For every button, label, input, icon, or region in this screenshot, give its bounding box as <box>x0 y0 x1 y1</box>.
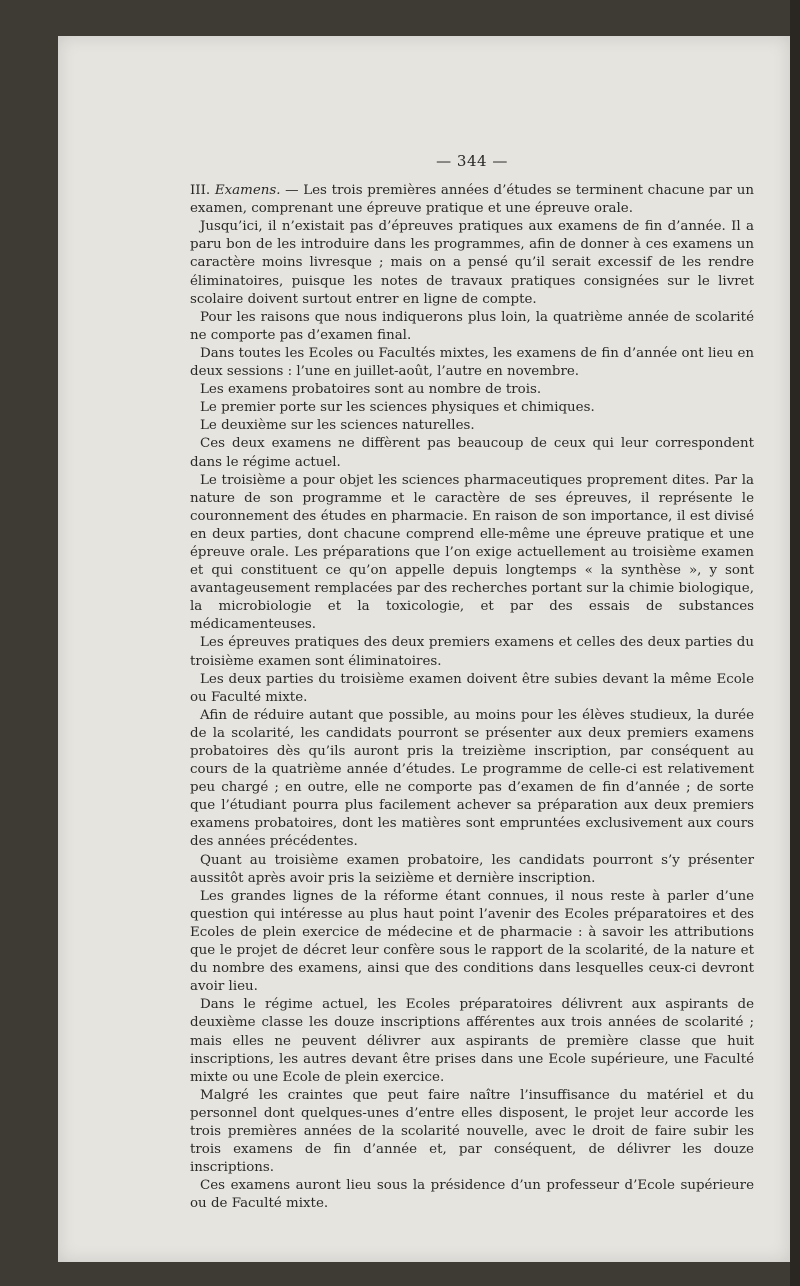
page-number: — 344 — <box>436 152 508 170</box>
paragraph: Ces examens auront lieu sous la présidence d’un professeur d’Ecole supérieure ou de Faculté mixte. <box>190 1178 754 1212</box>
section-title: Examens. <box>214 183 281 199</box>
paragraph: Afin de réduire autant que possible, au moins pour les élèves studieux, la durée de la scolarité, les candidats pourront se présenter aux deux premiers examens probatoires dès qu’ils auront pris la treizième inscription, par conséquent au cours de la quatrième année d’études. Le programme de celle-ci est relativement peu chargé ; en outre, elle ne comporte pas d’examen de fin d’année ; de sorte que l’étudiant pourra plus facilement achever sa préparation aux deux premiers examens probatoires, dont les matières sont empruntées exclusivement aux cours des années précédentes. <box>190 707 754 850</box>
paragraph: Le premier porte sur les sciences physiques et chimiques. <box>200 400 595 416</box>
paragraph: Pour les raisons que nous indiquerons plus loin, la quatrième année de scolarité ne comporte pas d’examen final. <box>190 309 754 343</box>
paragraph: Dans le régime actuel, les Ecoles préparatoires délivrent aux aspirants de deuxième classe les douze inscriptions afférentes aux trois années de scolarité ; mais elles ne peuvent délivrer aux aspirants de première classe que huit inscriptions, les autres devant être prises dans une Ecole supérieure, une Faculté mixte ou une Ecole de plein exercice. <box>190 997 754 1085</box>
page-content <box>190 152 754 1213</box>
section-paragraph <box>190 182 754 218</box>
paragraph: Le troisième a pour objet les sciences pharmaceutiques proprement dites. Par la nature de son programme et le caractère de ses épreuves, il représente le couronnement des études en pharmacie. En raison de son importance, il est divisé en deux parties, dont chacune comprend elle-même une épreuve pratique et une épreuve orale. Les préparations que l’on exige actuellement au troisième examen et qui constituent ce qu’on appelle depuis longtemps « la synthèse », y sont avantageusement remplacées par des recherches portant sur la chimie biologique, la microbiologie et la toxicologie, et par des essais de substances médicamenteuses. <box>190 472 754 633</box>
section-number: III. <box>190 183 211 199</box>
paragraph: Les examens probatoires sont au nombre de trois. <box>200 382 542 398</box>
paragraph: Les épreuves pratiques des deux premiers examens et celles des deux parties du troisième examen sont éliminatoires. <box>190 635 754 669</box>
paragraph: Dans toutes les Ecoles ou Facultés mixtes, les examens de fin d’année ont lieu en deux sessions : l’une en juillet-août, l’autre en novembre. <box>190 345 754 380</box>
paragraph: Jusqu’ici, il n’existait pas d’épreuves pratiques aux examens de fin d’année. Il a paru bon de les introduire dans les programmes, afin de donner à ces examens un caractère moins livresque ; mais on a pensé qu’il serait excessif de les rendre éliminatoires, puisque les notes de travaux pratiques consignées sur le livret scolaire doivent surtout entrer en ligne de compte. <box>190 219 754 307</box>
paragraph: Quant au troisième examen probatoire, les candidats pourront s’y présenter aussitôt après avoir pris la seizième et dernière inscription. <box>190 852 754 886</box>
paragraph: Le deuxième sur les sciences naturelles. <box>200 418 475 434</box>
book-binding <box>790 0 800 1286</box>
paragraph: Malgré les craintes que peut faire naître l’insuffisance du matériel et du personnel dont quelques-unes d’entre elles disposent, le projet leur accorde les trois premières années de la scolarité nouvelle, avec le droit de faire subir les trois examens de fin d’année et, par conséquent, de délivrer les douze inscriptions. <box>190 1087 754 1176</box>
paragraph: Les grandes lignes de la réforme étant connues, il nous reste à parler d’une question qui intéresse au plus haut point l’avenir des Ecoles préparatoires et des Ecoles de plein exercice de médecine et de pharmacie : à savoir les attributions que le projet de décret leur confère sous le rapport de la scolarité, de la nature et du nombre des examens, ainsi que des conditions dans lesquelles ceux-ci devront avoir lieu. <box>190 888 754 995</box>
paragraph: Les deux parties du troisième examen doivent être subies devant la même Ecole ou Faculté mixte. <box>190 671 754 705</box>
paragraph: Ces deux examens ne diffèrent pas beaucoup de ceux qui leur correspondent dans le régime actuel. <box>190 436 754 470</box>
section-intro: — Les trois premières années d’études se terminent chacune par un examen, comprenant une épreuve pratique et une épreuve orale. <box>190 183 754 217</box>
